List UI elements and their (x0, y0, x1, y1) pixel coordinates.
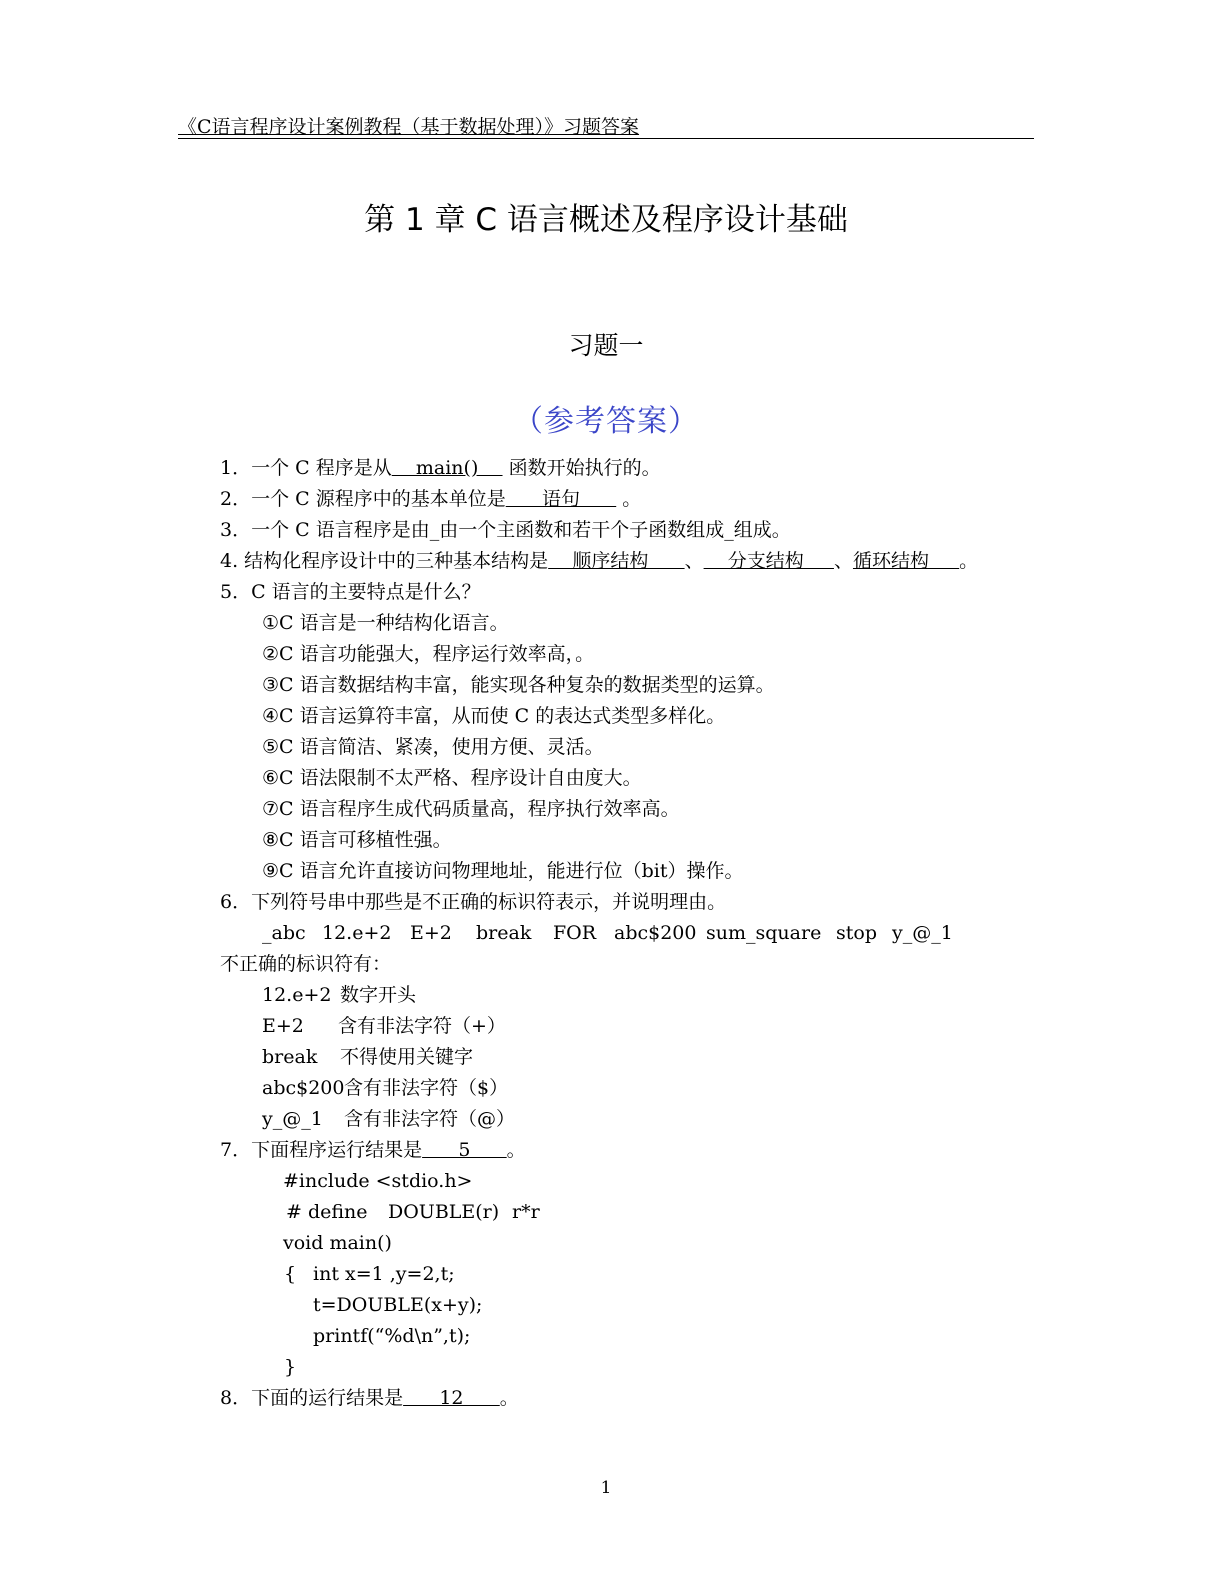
q6-invalid-reason: 含有非法字符（$） (344, 1077, 509, 1099)
q6-token: y_@_1 (892, 922, 953, 944)
question-4 (220, 547, 978, 575)
question-8 (220, 1384, 519, 1412)
question-1 (220, 454, 661, 482)
q5-item: ⑨C 语言允许直接访问物理地址，能进行位（bit）操作。 (262, 860, 744, 882)
q5-item: ②C 语言功能强大，程序运行效率高，。 (262, 643, 595, 665)
q6-invalid-id: abc$200 (262, 1077, 345, 1099)
q6-token: _abc (262, 922, 306, 944)
q6-invalid-id: 12.e+2 (262, 984, 332, 1006)
q5-item: ⑥C 语法限制不太严格、程序设计自由度大。 (262, 767, 642, 789)
q6-invalid-reason: 数字开头 (340, 984, 417, 1006)
q5-item: ①C 语言是一种结构化语言。 (262, 612, 509, 634)
q6-token: 12.e+2 (322, 922, 392, 944)
q7-prefix: 7．下面程序运行结果是 (220, 1139, 423, 1161)
q1-suffix: 函数开始执行的。 (502, 457, 661, 479)
q6-token: FOR (553, 922, 597, 944)
page-number: 1 (600, 1478, 612, 1498)
q7-suffix: 。 (506, 1139, 526, 1161)
q2-suffix: 。 (616, 488, 642, 510)
code-line: printf(“%d\n”,t); (313, 1325, 471, 1347)
q6-token: E+2 (410, 922, 452, 944)
q6-invalid-id: y_@_1 (262, 1108, 323, 1130)
q2-prefix: 2．一个 C 源程序中的基本单位是 (220, 488, 506, 510)
q1-prefix: 1．一个 C 程序是从 (220, 457, 392, 479)
question-6-title: 6．下列符号串中那些是不正确的标识符表示，并说明理由。 (220, 891, 727, 913)
question-3: 3．一个 C 语言程序是由_由一个主函数和若干个子函数组成_组成。 (220, 519, 791, 541)
q4-separator-1: 、 (684, 550, 704, 572)
q7-answer: 5 (422, 1139, 507, 1161)
q6-token: abc$200 (614, 922, 697, 944)
q4-answer-1: 顺序结构 (548, 550, 685, 572)
q5-item: ④C 语言运算符丰富，从而使 C 的表达式类型多样化。 (262, 705, 726, 727)
q5-item: ⑧C 语言可移植性强。 (262, 829, 452, 851)
q6-invalid-reason: 不得使用关键字 (340, 1046, 474, 1068)
code-token: DOUBLE(r) (388, 1201, 500, 1223)
question-5-title: 5．C 语言的主要特点是什么？ (220, 581, 481, 603)
q6-token: stop (836, 922, 877, 944)
exercise-title: 习题一 (568, 331, 644, 360)
code-token: r*r (512, 1201, 540, 1223)
chapter-title: 第 1 章 C 语言概述及程序设计基础 (364, 202, 848, 238)
q4-prefix: 4. 结构化程序设计中的三种基本结构是 (220, 550, 549, 572)
q6-invalid-id: break (262, 1046, 318, 1068)
code-line: void main() (283, 1232, 392, 1254)
q8-answer: 12 (403, 1387, 500, 1409)
q1-answer: main() (391, 457, 503, 479)
q6-invalid-reason: 含有非法字符（@） (344, 1108, 516, 1130)
q8-suffix: 。 (499, 1387, 519, 1409)
q4-separator-2: 、 (833, 550, 853, 572)
q6-token: sum_square (706, 922, 822, 944)
q6-invalid-title: 不正确的标识符有： (220, 953, 392, 975)
question-2 (220, 485, 641, 513)
code-line: #include <stdio.h> (283, 1170, 473, 1192)
q6-invalid-id: E+2 (262, 1015, 304, 1037)
question-7 (220, 1136, 526, 1164)
q5-item: ⑦C 语言程序生成代码质量高，程序执行效率高。 (262, 798, 680, 820)
code-brace: } (284, 1356, 297, 1378)
code-line: int x=1 ,y=2,t; (313, 1263, 455, 1285)
answer-tag: （参考答案） (513, 404, 699, 439)
q2-answer: 语句 (505, 488, 617, 510)
page-header (178, 116, 1034, 139)
code-brace: { (284, 1263, 297, 1285)
q5-item: ③C 语言数据结构丰富，能实现各种复杂的数据类型的运算。 (262, 674, 775, 696)
q8-prefix: 8．下面的运行结果是 (220, 1387, 404, 1409)
book-title: 《C语言程序设计案例教程（基于数据处理）》习题答案 (178, 116, 640, 138)
code-token: # define (286, 1201, 368, 1223)
q6-token: break (476, 922, 532, 944)
q4-answer-2: 分支结构 (703, 550, 834, 572)
q6-invalid-reason: 含有非法字符（+） (338, 1015, 506, 1037)
q4-suffix: 。 (959, 550, 979, 572)
q5-item: ⑤C 语言简洁、紧凑，使用方便、灵活。 (262, 736, 604, 758)
q4-answer-3: 循环结构 (852, 550, 960, 572)
code-line: t=DOUBLE(x+y); (313, 1294, 483, 1316)
